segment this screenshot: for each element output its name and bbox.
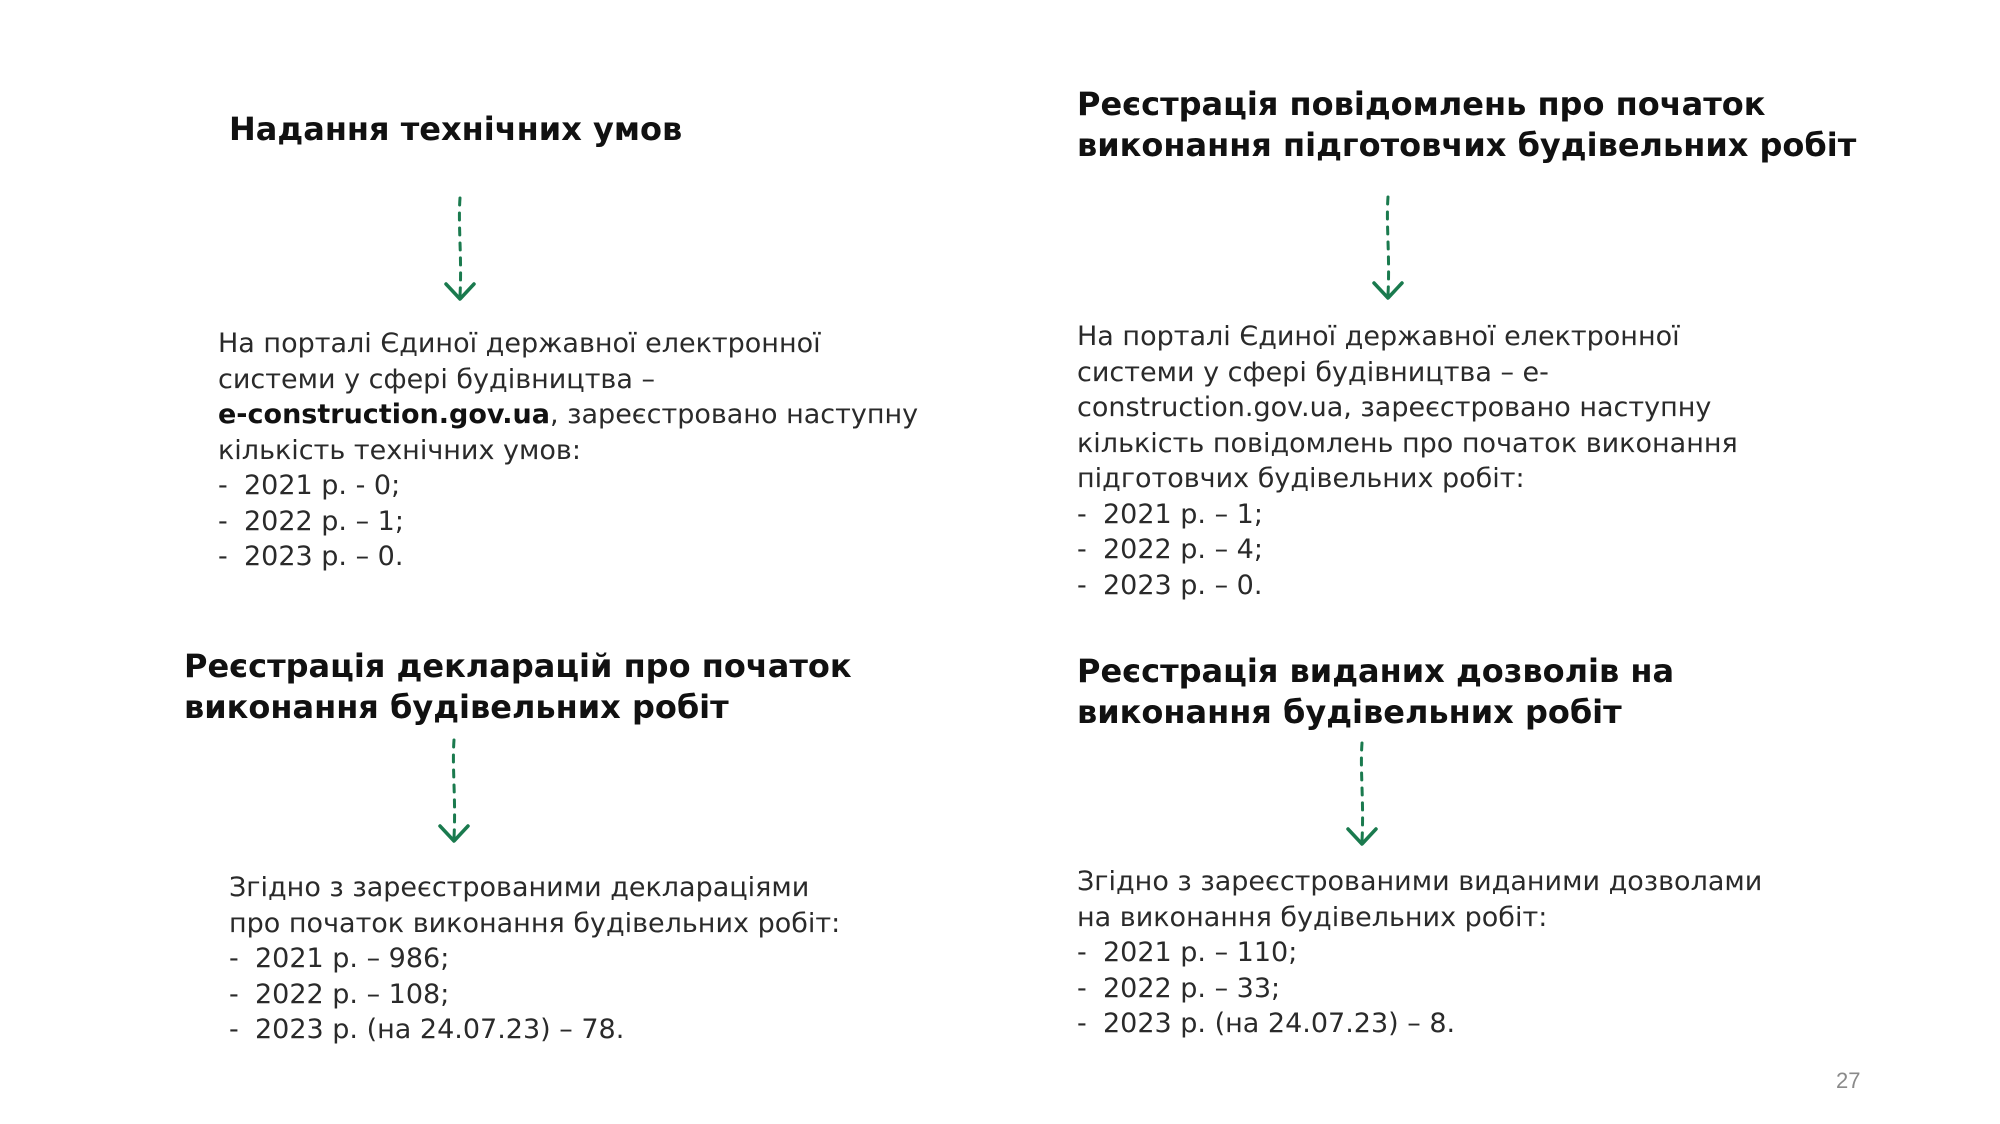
body-line: про початок виконання будівельних робіт: <box>229 907 841 939</box>
section-4-heading: Реєстрація виданих дозволів на виконання будівельних робіт <box>1077 652 1675 731</box>
list-item: - 2023 р. – 0. <box>218 541 404 572</box>
list-item: - 2021 р. – 986; <box>229 943 450 974</box>
body-line: системи у сфері будівництва – e- <box>1077 356 1549 388</box>
list-item: - 2023 р. – 0. <box>1077 569 1263 601</box>
body-line: На порталі Єдиної державної електронної <box>1077 321 1680 352</box>
body-line: Згідно з зареєстрованими виданими дозволами <box>1077 866 1763 897</box>
body-line: На порталі Єдиної державної електронної <box>218 328 821 359</box>
list-item: - 2022 р. – 108; <box>229 978 450 1010</box>
list-item: - 2023 р. (на 24.07.23) – 8. <box>1077 1008 1456 1039</box>
body-line: підготовчих будівельних робіт: <box>1077 463 1525 494</box>
list-item: - 2021 р. - 0; <box>218 470 401 501</box>
list-item: - 2021 р. – 110; <box>1077 937 1298 968</box>
list-item: - 2021 р. – 1; <box>1077 498 1263 530</box>
section-2-heading: Реєстрація повідомлень про початок виконання підготовчих будівельних робіт <box>1077 85 1857 164</box>
body-line: e-construction.gov.ua, зареєстровано наступну <box>218 399 919 430</box>
section-1-body <box>218 326 918 575</box>
dashed-arrow-down-icon <box>1342 741 1382 853</box>
section-1-heading: Надання технічних умов <box>229 110 683 148</box>
section-4-body <box>1077 864 1762 1042</box>
page-number: 27 <box>1836 1068 1861 1093</box>
body-line: кількість повідомлень про початок виконання <box>1077 427 1738 459</box>
body-line: системи у сфері будівництва – <box>218 363 655 395</box>
body-line: на виконання будівельних робіт: <box>1077 901 1548 933</box>
list-item: - 2022 р. – 4; <box>1077 534 1263 565</box>
list-item: - 2022 р. – 33; <box>1077 972 1281 1004</box>
list-item: - 2022 р. – 1; <box>218 505 404 537</box>
section-3-body <box>229 870 840 1048</box>
section-3-heading: Реєстрація декларацій про початок виконання будівельних робіт <box>184 647 852 726</box>
body-line: кількість технічних умов: <box>218 434 581 466</box>
dashed-arrow-down-icon <box>1368 195 1408 307</box>
portal-name: e-construction.gov.ua <box>218 399 550 430</box>
body-line: Згідно з зареєстрованими деклараціями <box>229 872 810 903</box>
body-line: construction.gov.ua, зареєстровано наступну <box>1077 392 1712 423</box>
section-2-body <box>1077 319 1738 603</box>
dashed-arrow-down-icon <box>434 738 474 850</box>
dashed-arrow-down-icon <box>440 196 480 308</box>
list-item: - 2023 р. (на 24.07.23) – 78. <box>229 1014 625 1045</box>
